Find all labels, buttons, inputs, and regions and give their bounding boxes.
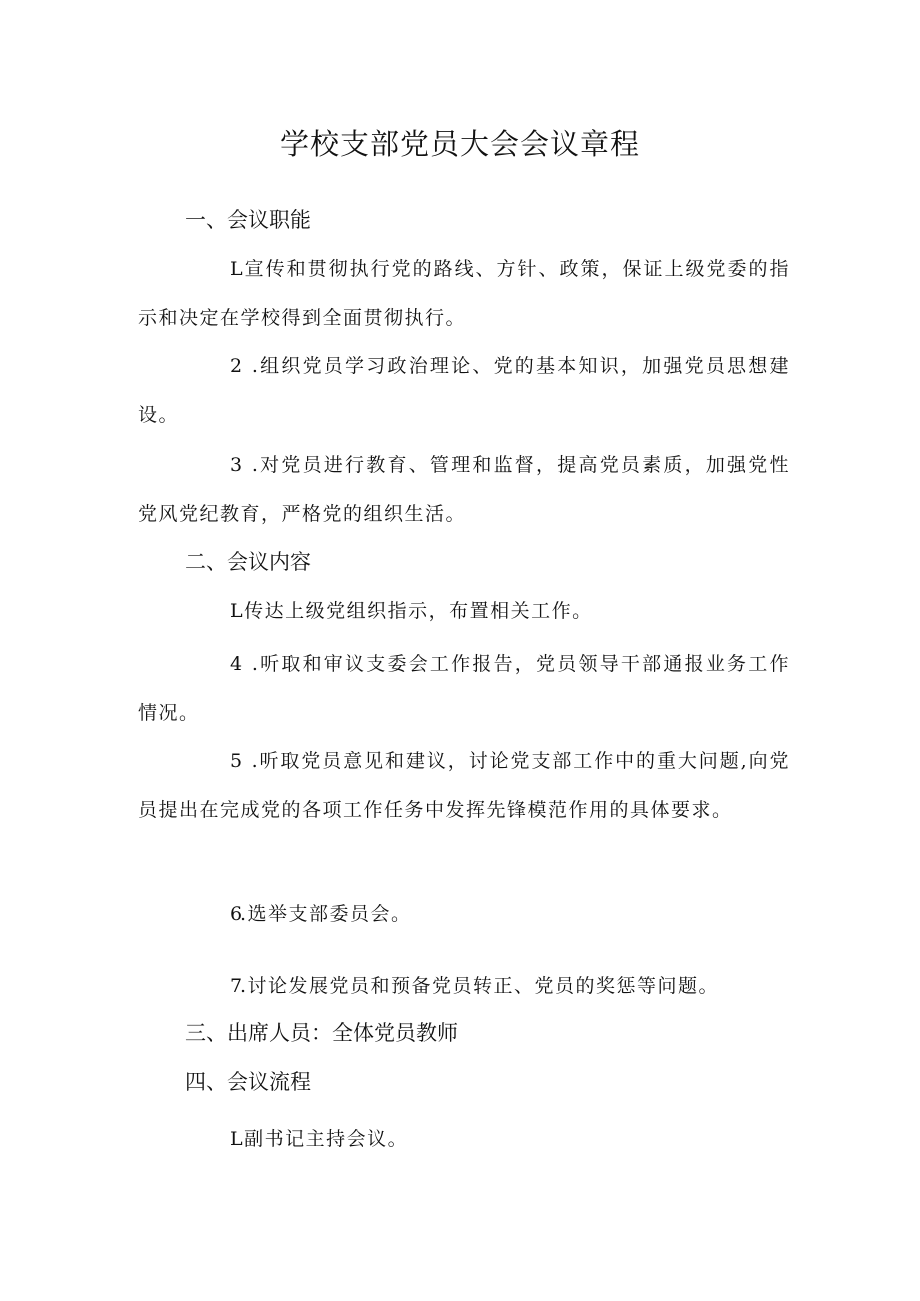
item-number: L <box>230 1128 245 1150</box>
item-text: .组织党员学习政治理论、党的基本知识，加强党员思想建设。 <box>138 355 790 426</box>
item-text: 传达上级党组织指示，布置相关工作。 <box>244 600 593 622</box>
item-text: 宣传和贯彻执行党的路线、方针、政策，保证上级党委的指示和决定在学校得到全面贯彻执行。 <box>138 258 790 329</box>
paragraph-item <box>138 962 790 1011</box>
section-heading-functions: 一、会议职能 <box>185 208 311 232</box>
item-text: 副书记主持会议。 <box>244 1128 409 1150</box>
item-number: 2 <box>230 355 244 377</box>
section-heading-procedure: 四、会议流程 <box>185 1070 311 1094</box>
item-number: 4 <box>230 653 244 675</box>
paragraph-item <box>138 587 790 636</box>
item-number: 6 <box>230 903 244 925</box>
item-number: 5 <box>230 750 244 772</box>
paragraph-item <box>138 640 790 738</box>
item-text: .听取党员意见和建议，讨论党支部工作中的重大问题,向党员提出在完成党的各项工作任务中发挥先锋模范作用的具体要求。 <box>138 750 790 821</box>
paragraph-item <box>138 441 790 539</box>
paragraph-item <box>138 245 790 343</box>
item-number: 7 <box>230 975 244 997</box>
item-text: .讨论发展党员和预备党员转正、党员的奖惩等问题。 <box>240 975 720 997</box>
paragraph-item <box>138 890 790 939</box>
paragraph-item <box>138 1115 790 1164</box>
item-text: .选举支部委员会。 <box>240 903 412 925</box>
item-number: L <box>230 258 245 280</box>
item-number: 3 <box>230 454 244 476</box>
item-text: .听取和审议支委会工作报告，党员领导干部通报业务工作情况。 <box>138 653 790 724</box>
item-number: L <box>230 600 245 622</box>
item-text: .对党员进行教育、管理和监督，提高党员素质，加强党性党风党纪教育，严格党的组织生活。 <box>138 454 790 525</box>
paragraph-item <box>138 737 790 835</box>
section-heading-attendees: 三、出席人员：全体党员教师 <box>185 1021 458 1045</box>
paragraph-item <box>138 342 790 440</box>
section-heading-content: 二、会议内容 <box>185 550 311 574</box>
document-title: 学校支部党员大会会议章程 <box>279 127 640 161</box>
